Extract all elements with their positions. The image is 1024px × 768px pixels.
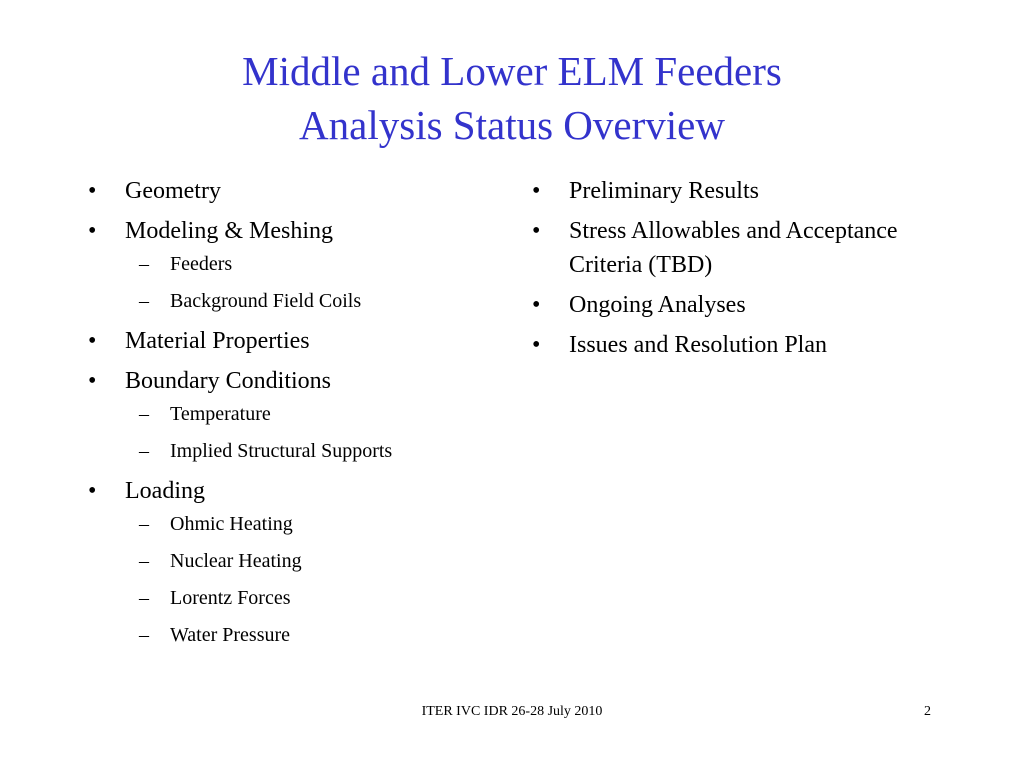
bullet-text: Boundary Conditions [125, 368, 332, 394]
sub-item-nuclear-heating [88, 547, 508, 575]
sub-item-feeders [88, 250, 508, 278]
sub-item-temperature [88, 400, 508, 428]
dash-icon: – [139, 550, 149, 572]
bullet-icon: • [88, 218, 97, 244]
sub-item-text: Water Pressure [170, 624, 291, 646]
sub-item-implied-structural-supports [88, 437, 508, 465]
sub-item-ohmic-heating [88, 510, 508, 538]
bullet-item-boundary-conditions [88, 364, 508, 465]
sub-item-text: Lorentz Forces [170, 587, 291, 609]
bullet-icon: • [532, 218, 541, 244]
bullet-text: Ongoing Analyses [569, 292, 746, 318]
sub-list [125, 510, 508, 649]
bullet-icon: • [88, 478, 97, 504]
bullet-text: Modeling & Meshing [125, 218, 333, 244]
bullet-icon: • [532, 292, 541, 318]
sub-item-text: Implied Structural Supports [170, 440, 393, 462]
bullet-item-ongoing-analyses [532, 288, 932, 322]
bullet-text: Preliminary Results [569, 178, 759, 204]
slide-title-line-1: Middle and Lower ELM Feeders [242, 48, 782, 94]
slide-footer: ITER IVC IDR 26-28 July 2010 [421, 704, 603, 719]
bullet-icon: • [532, 332, 541, 358]
bullet-item-modeling-meshing [88, 214, 508, 315]
sub-item-text: Nuclear Heating [170, 550, 302, 572]
bullet-item-preliminary-results [532, 174, 932, 208]
bullet-text: Loading [125, 478, 205, 504]
bullet-icon: • [532, 178, 541, 204]
bullet-text: Material Properties [125, 328, 310, 354]
sub-list [125, 250, 508, 315]
sub-item-text: Temperature [170, 403, 271, 425]
sub-item-background-field-coils [88, 287, 508, 315]
bullet-icon: • [88, 368, 97, 394]
right-bullet-list [532, 174, 932, 368]
bullet-item-material-properties [88, 324, 508, 358]
page-number: 2 [924, 704, 931, 719]
slide-title [0, 44, 1024, 152]
bullet-icon: • [88, 178, 97, 204]
dash-icon: – [139, 403, 149, 425]
sub-list [125, 400, 508, 465]
sub-item-text: Feeders [170, 253, 233, 275]
dash-icon: – [139, 513, 149, 535]
bullet-item-issues-resolution-plan [532, 328, 932, 362]
bullet-icon: • [88, 328, 97, 354]
bullet-text: Stress Allowables and Acceptance Criteria (TBD) [569, 218, 898, 278]
bullet-item-geometry [88, 174, 508, 208]
sub-item-text: Background Field Coils [170, 290, 362, 312]
bullet-item-loading [88, 474, 508, 649]
dash-icon: – [139, 624, 149, 646]
left-bullet-list [88, 174, 508, 658]
dash-icon: – [139, 587, 149, 609]
sub-item-water-pressure [88, 621, 508, 649]
bullet-text: Geometry [125, 178, 221, 204]
bullet-text: Issues and Resolution Plan [569, 332, 827, 358]
sub-item-text: Ohmic Heating [170, 513, 293, 535]
slide-title-line-2: Analysis Status Overview [299, 102, 725, 148]
sub-item-lorentz-forces [88, 584, 508, 612]
dash-icon: – [139, 290, 149, 312]
dash-icon: – [139, 253, 149, 275]
dash-icon: – [139, 440, 149, 462]
bullet-item-stress-allowables [532, 214, 932, 282]
